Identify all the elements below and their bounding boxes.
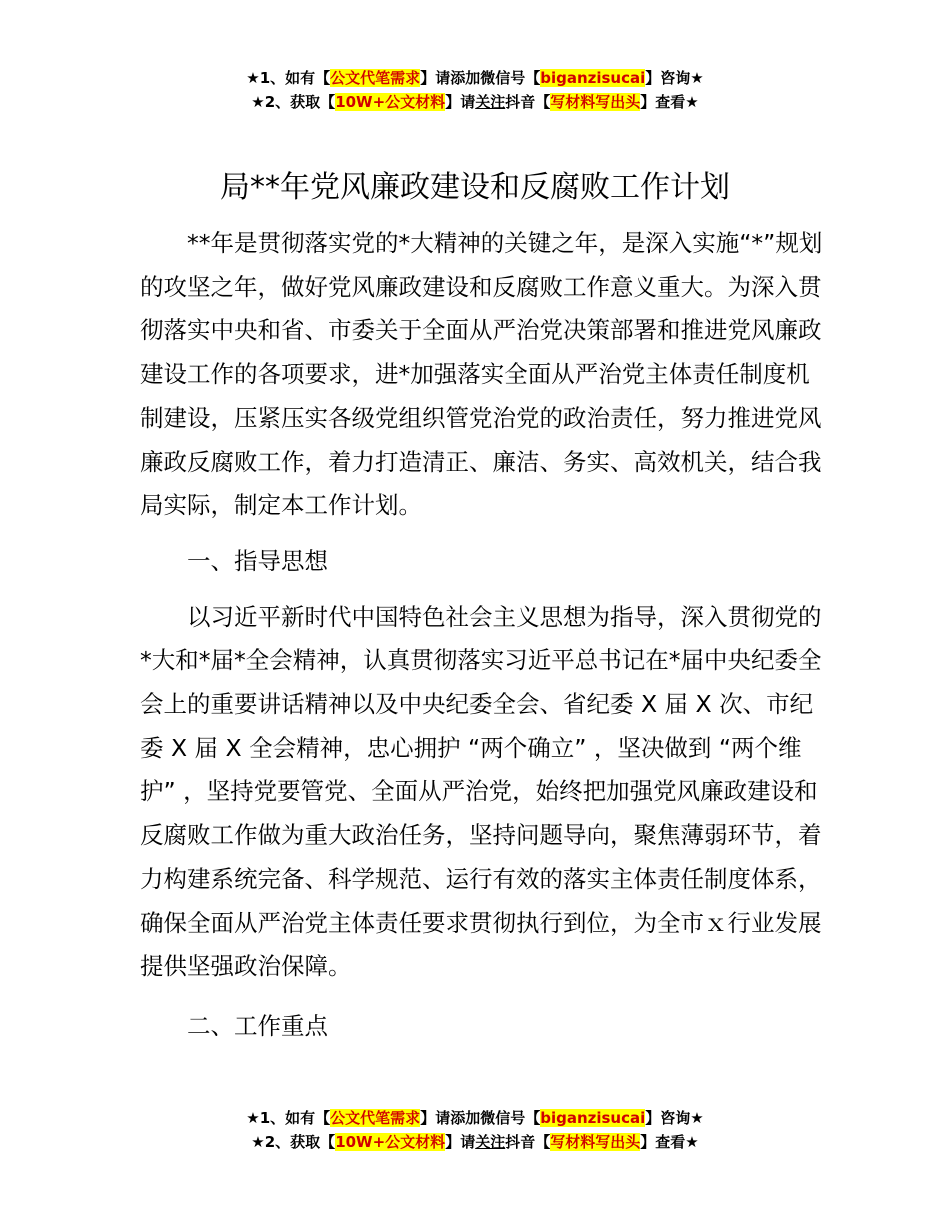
banner-highlight: 10W+公文材料 xyxy=(335,1133,446,1151)
intro-paragraph: **年是贯彻落实党的*大精神的关键之年，是深入实施“*”规划的攻坚之年，做好党风廉政建设和反腐败工作意义重大。为深入贯彻落实中央和省、市委关于全面从严治党决策部署和推进党风廉政建设工作的各项要求，进*加强落实全面从严治党主体责任制度机制建设，压紧压实各级党组织管党治党的政治责任，努力推进党风廉政反腐败工作，着力打造清正、廉洁、务实、高效机关，结合我局实际，制定本工作计划。 xyxy=(140,229,823,520)
section-heading-work-focus: 二、工作重点 xyxy=(187,1011,328,1040)
banner-highlight: 写材料写出头 xyxy=(550,1133,641,1151)
guiding-ideology-paragraph: 以习近平新时代中国特色社会主义思想为指导，深入贯彻党的*大和*届*全会精神，认真贯彻落实习近平总书记在*届中央纪委全会上的重要讲话精神以及中央纪委全会、省纪委 X 届 X 次、市纪委 X 届 X 全会精神，忠心拥护 “两个确立” ，坚决做到 “两个维护” ，坚持党要管党、全面从严治党，始终把加强党风廉政建设和反腐败工作做为重大政治任务，坚持问题导向，聚焦薄弱环节，着力构建系统完备、科学规范、运行有效的落实主体责任制度体系，确保全面从严治党主体责任要求贯彻执行到位，为全市ｘ行业发展提供坚强政治保障。 xyxy=(140,602,822,981)
banner-highlight: 公文代笔需求 xyxy=(330,1109,421,1127)
banner-text: 】咨询★ xyxy=(645,1109,704,1127)
banner-highlight: 10W+公文材料 xyxy=(335,93,446,111)
banner-text: 抖音【 xyxy=(505,1133,551,1151)
document-body xyxy=(140,222,830,1061)
banner-underlined-text: 关注 xyxy=(475,1133,506,1151)
banner-text: 】请添加微信号【 xyxy=(420,1109,541,1127)
banner-highlight: 公文代笔需求 xyxy=(330,69,421,87)
banner-text: 】请添加微信号【 xyxy=(420,69,541,87)
banner-line-2 xyxy=(0,90,950,114)
section-heading-guiding-ideology: 一、指导思想 xyxy=(187,546,328,575)
banner-line-1 xyxy=(0,66,950,90)
banner-underlined-text: 关注 xyxy=(475,93,506,111)
banner-text: 】请 xyxy=(445,93,476,111)
banner-text: ★2、获取【 xyxy=(251,1133,336,1151)
banner-text: ★2、获取【 xyxy=(251,93,336,111)
footer-banner xyxy=(0,1106,950,1154)
header-banner xyxy=(0,66,950,114)
banner-text: 】查看★ xyxy=(640,93,699,111)
wechat-id-highlight: biganzisucai xyxy=(540,1109,646,1127)
wechat-id-highlight: biganzisucai xyxy=(540,69,646,87)
banner-text: 】查看★ xyxy=(640,1133,699,1151)
banner-text: 】咨询★ xyxy=(645,69,704,87)
banner-highlight: 写材料写出头 xyxy=(550,93,641,111)
banner-text: 】请 xyxy=(445,1133,476,1151)
banner-text: ★1、如有【 xyxy=(246,1109,331,1127)
document-title: 局**年党风廉政建设和反腐败工作计划 xyxy=(220,170,730,205)
banner-text: ★1、如有【 xyxy=(246,69,331,87)
banner-text: 抖音【 xyxy=(505,93,551,111)
banner-line-1 xyxy=(0,1106,950,1130)
banner-line-2 xyxy=(0,1130,950,1154)
